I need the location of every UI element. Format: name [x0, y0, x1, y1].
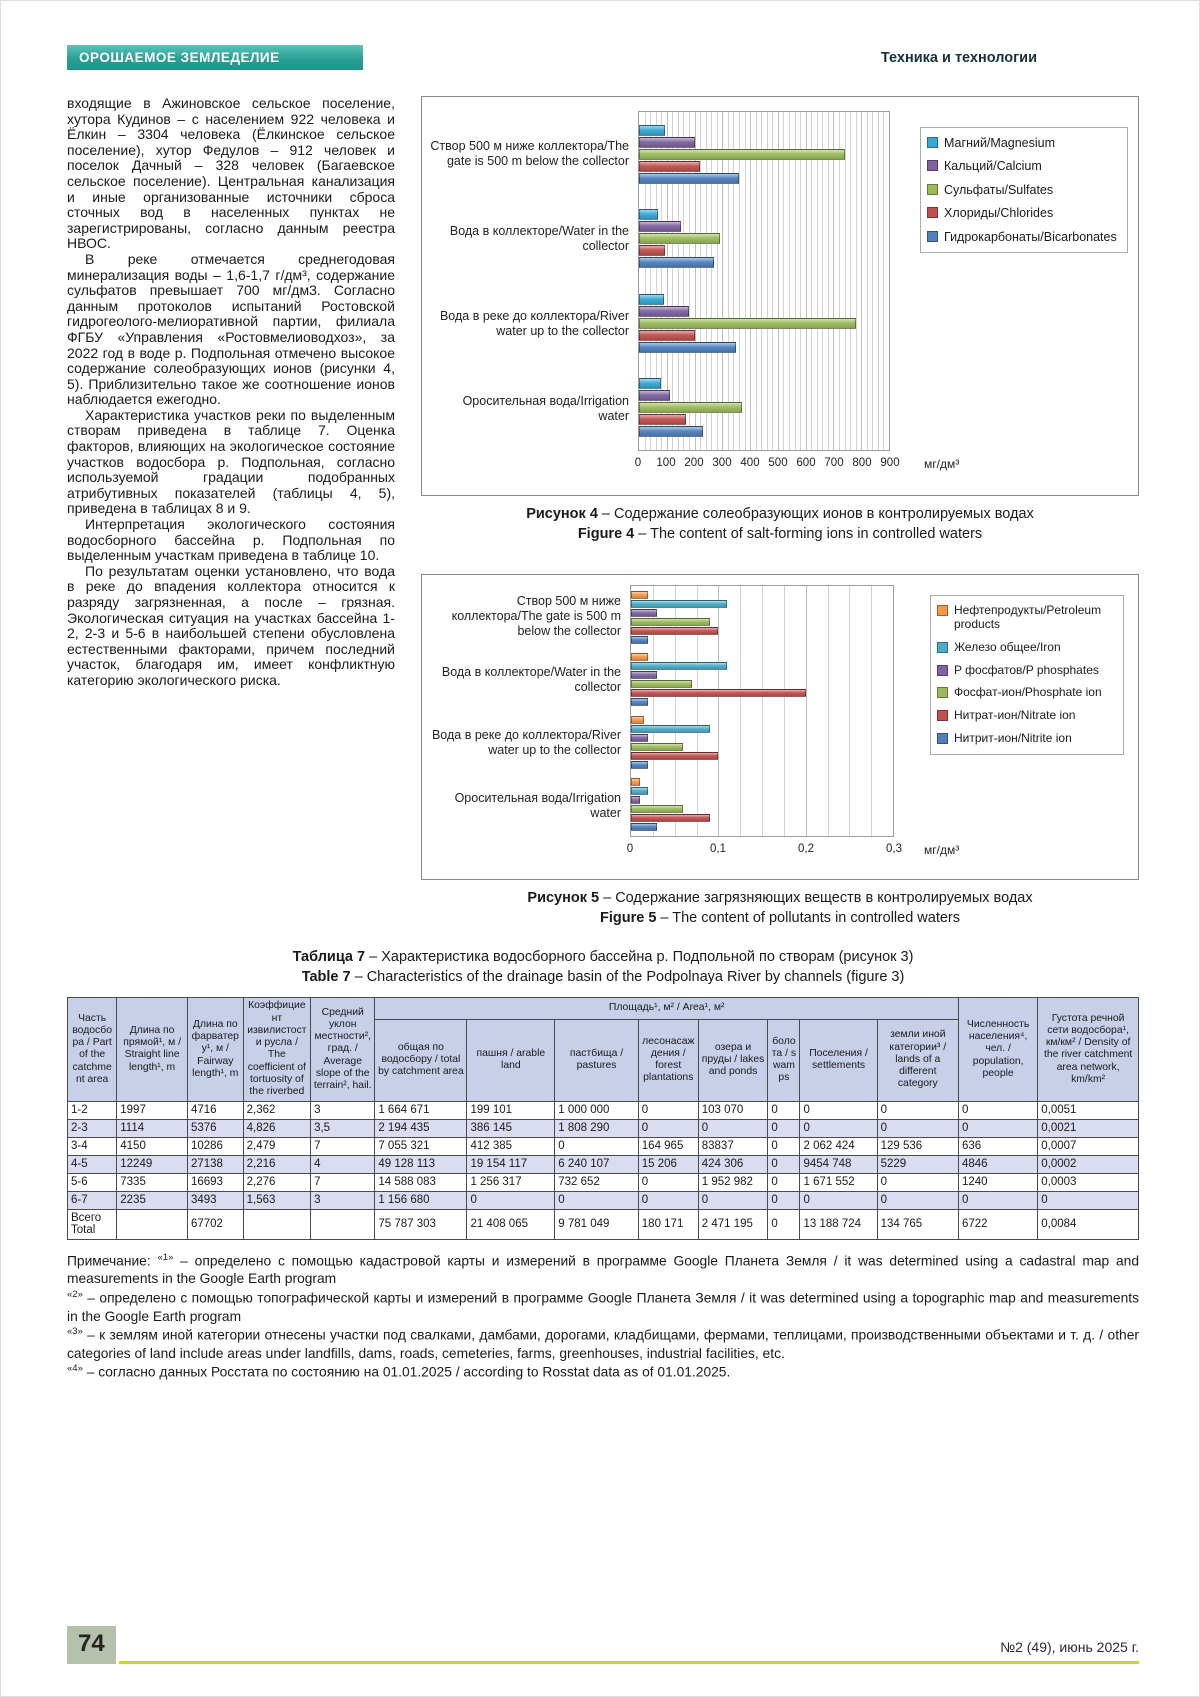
- note-line: [67, 1289, 1139, 1326]
- axis-unit-label: мг/дм³: [924, 843, 960, 858]
- caption-text: – The content of pollutants in controlled waters: [656, 909, 960, 926]
- table-cell: 7 055 321: [375, 1137, 467, 1155]
- table-cell: 164 965: [638, 1137, 698, 1155]
- bar: [639, 330, 695, 341]
- table-cell: 7335: [117, 1173, 188, 1191]
- bar-group: [639, 366, 889, 451]
- note-text: – согласно данных Росстата по состоянию на 01.01.2025 / according to Rosstat data as of 01.01.2025.: [82, 1364, 731, 1380]
- table-cell: 1 256 317: [467, 1173, 555, 1191]
- article-paragraph: Интерпретация экологического состояния водосборного бассейна р. Подпольная по выделенным участкам приведена в таблице 10.: [67, 516, 395, 564]
- category-label: Вода в реке до коллектора/River water up to the collector: [439, 308, 629, 338]
- table-cell: 0,0003: [1038, 1173, 1139, 1191]
- x-axis: [626, 841, 902, 857]
- plot-area: [638, 111, 890, 451]
- table-cell: [117, 1209, 188, 1239]
- bar: [631, 761, 648, 769]
- bar: [631, 716, 644, 724]
- category-label: Створ 500 м ниже коллектора/The gate is 500 m below the collector: [451, 594, 621, 639]
- legend-item: [937, 709, 1117, 723]
- plot-area: [630, 585, 894, 837]
- table-cell: 4150: [117, 1137, 188, 1155]
- bar: [639, 149, 845, 160]
- table-cell: 0: [555, 1137, 639, 1155]
- category-label: Створ 500 м ниже коллектора/The gate is 500 m below the collector: [430, 138, 629, 168]
- table-header-cell: Численность населения⁴, чел. / population, people: [958, 998, 1037, 1101]
- legend-label: Магний/Magnesium: [944, 136, 1056, 150]
- bar: [639, 161, 700, 172]
- bar: [631, 725, 710, 733]
- table-title-text: – Характеристика водосборного бассейна р. Подпольной по створам (рисунок 3): [365, 949, 914, 966]
- bar: [631, 698, 648, 706]
- table-cell: 2 062 424: [800, 1137, 877, 1155]
- bar: [631, 662, 727, 670]
- legend-swatch: [937, 733, 948, 744]
- table-label: Table 7: [301, 968, 351, 985]
- article-paragraph: По результатам оценки установлено, что вода в реке до впадения коллектора относится к разряду загрязненная, а после – грязная. Экологическая ситуация на участках бассейна 1-2, 2-3 и 5-6 в наибольшей степени обусловлена естественными факторами, причем последний участок, благодаря им, имеет конфликтную категорию экологического риска.: [67, 562, 395, 688]
- table-area-group-header: Площадь¹, м² / Area¹, м²: [375, 998, 959, 1019]
- table-cell: 0: [768, 1191, 800, 1209]
- table-cell: 0: [768, 1155, 800, 1173]
- table-cell: 636: [958, 1137, 1037, 1155]
- category-label: Вода в коллекторе/Water in the collector: [449, 223, 629, 253]
- table-header-cell: Коэффициент извилистости русла / The coefficient of tortuosity of the riverbed: [243, 998, 310, 1101]
- bar-group: [639, 112, 889, 197]
- table-cell: 180 171: [638, 1209, 698, 1239]
- legend-label: Железо общее/Iron: [954, 639, 1061, 654]
- legend-item: [937, 604, 1117, 632]
- table-cell: 3: [311, 1191, 375, 1209]
- x-tick-label: 0: [634, 457, 642, 469]
- table-cell: 1,563: [243, 1191, 310, 1209]
- table-cell: 2,216: [243, 1155, 310, 1173]
- table-cell: 0: [877, 1191, 958, 1209]
- table-cell: 83837: [698, 1137, 768, 1155]
- table-cell: 49 128 113: [375, 1155, 467, 1173]
- table-header-cell: Поселения / settlements: [800, 1019, 877, 1101]
- table-cell: 4716: [187, 1101, 243, 1119]
- table-cell: 4846: [958, 1155, 1037, 1173]
- table-row: [68, 1155, 1139, 1173]
- table-cell: 3493: [187, 1191, 243, 1209]
- table-cell: 0: [698, 1191, 768, 1209]
- category-label: Оросительная вода/Irrigation water: [462, 393, 629, 423]
- legend-item: [927, 183, 1121, 197]
- table-cell: 1 808 290: [555, 1119, 639, 1137]
- bar: [631, 752, 718, 760]
- x-tick-label: 700: [824, 457, 844, 469]
- table-cell: 732 652: [555, 1173, 639, 1191]
- table-cell: 2-3: [68, 1119, 117, 1137]
- table-7-title: [67, 948, 1139, 987]
- legend-swatch: [937, 642, 948, 653]
- bar: [639, 209, 658, 220]
- x-tick-label: 400: [740, 457, 760, 469]
- issue-info: №2 (49), июнь 2025 г.: [1000, 1639, 1139, 1655]
- x-tick-label: 100: [656, 457, 676, 469]
- bar: [631, 823, 657, 831]
- table-cell: 7: [311, 1173, 375, 1191]
- figure-label: Figure 5: [599, 909, 657, 926]
- figure-5-caption: [421, 889, 1139, 928]
- table-cell: 2,362: [243, 1101, 310, 1119]
- bar-group: [639, 197, 889, 282]
- table-cell: 16693: [187, 1173, 243, 1191]
- bar: [639, 306, 689, 317]
- article-paragraph: В реке отмечается среднегодовая минерализация воды – 1,6-1,7 г/дм³, содержание сульфатов превышает 700 мг/дм3. Согласно данным протоколов испытаний Ростовской гидрогеолого-мелиоративной партии, филиала ФГБУ «Управления «Ростовмелиоводхоз», за 2022 год в воде р. Подпольная отмечено высокое содержание солеобразующих ионов (рисунки 4, 5). Приблизительно такое же соотношение ионов наблюдается ежегодно.: [67, 250, 395, 408]
- table-row: [68, 1173, 1139, 1191]
- table-cell: 2 471 195: [698, 1209, 768, 1239]
- axis-unit-label: мг/дм³: [924, 457, 960, 471]
- x-tick-label: 0,1: [710, 843, 726, 856]
- table-cell: 1114: [117, 1119, 188, 1137]
- table-cell: 129 536: [877, 1137, 958, 1155]
- article-paragraph: входящие в Ажиновское сельское поселение, хутора Кудинов – с населением 922 человека и Ёлкин – 3304 человека (Ёлкинское сельское поселение), хутор Федулов – 912 человек и поселок Дачный – 328 человек (Багаевское сельское поселение). Центральная канализация и иные организованные источники сброса сточных вод в населенных пунктах не зарегистрированы, согласно данным реестра НВОС.: [67, 95, 395, 252]
- category-label: Вода в реке до коллектора/River water up to the collector: [431, 727, 621, 757]
- table-body: [68, 1101, 1139, 1239]
- note-marker: «4»: [67, 1363, 83, 1375]
- bar: [631, 609, 657, 617]
- bar: [639, 221, 681, 232]
- note-line: [67, 1326, 1139, 1363]
- bar: [631, 653, 648, 661]
- x-tick-label: 900: [880, 457, 900, 469]
- table-header-cell: Средний уклон местности², град. / Average slope of the terrain², hail.: [311, 998, 375, 1101]
- table-cell: 3-4: [68, 1137, 117, 1155]
- bar: [631, 680, 692, 688]
- legend-swatch: [927, 231, 938, 242]
- bar: [639, 233, 720, 244]
- bar: [631, 689, 806, 697]
- bar-group: [639, 281, 889, 366]
- table-header-cell: Часть водосбора / Part of the catchment area: [68, 998, 117, 1101]
- bar: [639, 342, 736, 353]
- table-cell: 0: [638, 1119, 698, 1137]
- legend-swatch: [927, 184, 938, 195]
- bar: [639, 390, 670, 401]
- table-cell: 5-6: [68, 1173, 117, 1191]
- legend-item: [927, 136, 1121, 150]
- table-cell: 1 664 671: [375, 1101, 467, 1119]
- table-header-cell: Длина по фарватеру¹, м / Fairway length¹, m: [187, 998, 243, 1101]
- bar: [639, 414, 686, 425]
- table-cell: 0: [768, 1119, 800, 1137]
- note-line: [67, 1363, 1139, 1382]
- table-header-cell: Длина по прямой¹, м / Straight line length¹, m: [117, 998, 188, 1101]
- table-cell: 21 408 065: [467, 1209, 555, 1239]
- table-cell: 12249: [117, 1155, 188, 1173]
- article-text-column: [67, 96, 395, 928]
- category-label: Вода в коллекторе/Water in the collector: [441, 664, 621, 694]
- bar: [639, 257, 714, 268]
- bar-group: [631, 711, 893, 774]
- table-cell: 0: [877, 1119, 958, 1137]
- bar: [639, 402, 742, 413]
- legend-label: P фосфатов/P phosphates: [954, 662, 1099, 677]
- bar: [631, 787, 648, 795]
- table-cell: 2,276: [243, 1173, 310, 1191]
- table-notes: [67, 1252, 1139, 1383]
- table-cell: [311, 1209, 375, 1239]
- table-header-cell: лесонасаждения / forest plantations: [638, 1019, 698, 1101]
- table-cell: 134 765: [877, 1209, 958, 1239]
- content-columns: [67, 96, 1139, 928]
- figure-5-chart: [421, 574, 1139, 880]
- table-cell: 67702: [187, 1209, 243, 1239]
- legend-swatch: [937, 710, 948, 721]
- table-cell: 27138: [187, 1155, 243, 1173]
- page-number: 74: [67, 1626, 116, 1664]
- legend-item: [937, 641, 1117, 655]
- table-cell: 3,5: [311, 1119, 375, 1137]
- table-header-cell: озера и пруды / lakes and ponds: [698, 1019, 768, 1101]
- table-cell: 2 194 435: [375, 1119, 467, 1137]
- table-header-cell: пастбища / pastures: [555, 1019, 639, 1101]
- table-cell: 0: [768, 1137, 800, 1155]
- table-cell: 1-2: [68, 1101, 117, 1119]
- table-cell: 5376: [187, 1119, 243, 1137]
- note-line: Примечание: $^{«1»}$ – определено с помощью кадастровой карты и измерений в программе Google Планета Земля / it was determined using a cadastral map and measurements in the Google Earth program: [67, 1251, 1139, 1287]
- legend-label: Хлориды/Chlorides: [944, 206, 1054, 221]
- table-cell: 0: [467, 1191, 555, 1209]
- legend-item: [927, 159, 1121, 173]
- table-cell: 0: [800, 1119, 877, 1137]
- category-labels: [430, 585, 628, 837]
- table-cell: 10286: [187, 1137, 243, 1155]
- table-header-cell: общая по водосбору / total by catchment area: [375, 1019, 467, 1101]
- legend: [920, 127, 1128, 253]
- table-cell: 4,826: [243, 1119, 310, 1137]
- legend-item: [937, 732, 1117, 746]
- legend-label: Кальций/Calcium: [944, 159, 1042, 174]
- bar: [639, 426, 703, 437]
- table-cell: 0: [698, 1119, 768, 1137]
- figure-label: Рисунок 4: [526, 506, 598, 522]
- legend-label: Гидрокарбонаты/Bicarbonates: [944, 229, 1117, 244]
- table-7: [67, 997, 1139, 1239]
- table-cell: 5229: [877, 1155, 958, 1173]
- table-cell: 0,0021: [1038, 1119, 1139, 1137]
- bar: [631, 778, 640, 786]
- x-tick-label: 0,3: [886, 843, 902, 856]
- section-title: Техника и технологии: [880, 49, 1037, 66]
- bar: [639, 245, 665, 256]
- table-cell: 103 070: [698, 1101, 768, 1119]
- x-tick-label: 0: [626, 843, 634, 856]
- legend-label: Сульфаты/Sulfates: [944, 182, 1054, 197]
- table-cell: 6-7: [68, 1191, 117, 1209]
- figure-label: Figure 4: [577, 525, 635, 542]
- bar-group: [631, 774, 893, 837]
- table-cell: 0,0002: [1038, 1155, 1139, 1173]
- article-paragraph: Характеристика участков реки по выделенным створам приведена в таблице 7. Оценка факторов, влияющих на экологическое состояние участков водосбора р. Подпольная, согласно используемой градации подобранных атрибутивных показателей (таблицы 4, 5), приведена в таблицах 8 и 9.: [67, 406, 395, 517]
- legend-swatch: [927, 137, 938, 148]
- table-cell: 1240: [958, 1173, 1037, 1191]
- table-label: Таблица 7: [292, 949, 366, 966]
- table-cell: 0: [768, 1173, 800, 1191]
- legend-label: Нитрат-ион/Nitrate ion: [954, 708, 1076, 723]
- bar: [631, 805, 683, 813]
- table-cell: 6722: [958, 1209, 1037, 1239]
- caption-text: – The content of salt-forming ions in controlled waters: [634, 525, 983, 542]
- table-cell: 0: [638, 1173, 698, 1191]
- bar: [631, 600, 727, 608]
- bar: [631, 671, 657, 679]
- table-header-cell: земли иной категории³ / lands of a different category: [877, 1019, 958, 1101]
- page-header: [67, 45, 1139, 70]
- table-header-cell: Густота речной сети водосбора¹, км/км² / Density of the river catchment area network, km/km²: [1038, 998, 1139, 1101]
- table-cell: 1 156 680: [375, 1191, 467, 1209]
- caption-text: – Содержание загрязняющих веществ в контролируемых водах: [599, 890, 1033, 907]
- bar: [639, 125, 665, 136]
- table-cell: 3: [311, 1101, 375, 1119]
- figures-column: [421, 96, 1139, 928]
- category-labels: [430, 111, 636, 451]
- bar: [639, 318, 856, 329]
- legend-item: [927, 230, 1121, 244]
- x-tick-label: 300: [712, 457, 732, 469]
- table-head: [68, 998, 1139, 1101]
- note-text: – к землям иной категории отнесены участки под свалками, дамбами, дорогами, кладбищами, фермами, теплицами, производственными объектами и т. д. / other categories of land include areas under landfills, dams, roads, cemeteries, farms, greenhouses, industrial facilities, etc.: [67, 1327, 1139, 1361]
- legend-label: Нитрит-ион/Nitrite ion: [954, 730, 1072, 745]
- legend-label: Фосфат-ион/Phosphate ion: [954, 685, 1102, 700]
- bar: [639, 294, 664, 305]
- table-cell: 0: [768, 1209, 800, 1239]
- table-row: [68, 1191, 1139, 1209]
- figure-4-caption: [421, 505, 1139, 544]
- legend-item: [937, 686, 1117, 700]
- table-cell: 0: [958, 1119, 1037, 1137]
- table-header-cell: болота / swamps: [768, 1019, 800, 1101]
- bar: [639, 378, 661, 389]
- table-cell: 0: [638, 1191, 698, 1209]
- table-cell: 0: [768, 1101, 800, 1119]
- x-tick-label: 500: [768, 457, 788, 469]
- table-cell: 0: [877, 1173, 958, 1191]
- table-row: [68, 1101, 1139, 1119]
- bar: [639, 137, 695, 148]
- table-cell: 13 188 724: [800, 1209, 877, 1239]
- table-cell: 1997: [117, 1101, 188, 1119]
- table-cell: 0: [958, 1191, 1037, 1209]
- legend-swatch: [927, 160, 938, 171]
- table-cell: 0: [877, 1101, 958, 1119]
- table-row: [68, 1209, 1139, 1239]
- bar: [631, 618, 710, 626]
- table-cell: [243, 1209, 310, 1239]
- figure-label: Рисунок 5: [527, 890, 600, 907]
- legend-item: [927, 206, 1121, 220]
- table-cell: 0,0007: [1038, 1137, 1139, 1155]
- table-cell: 0: [638, 1101, 698, 1119]
- x-tick-label: 600: [796, 457, 816, 469]
- category-label: Оросительная вода/Irrigation water: [454, 790, 621, 820]
- table-cell: 424 306: [698, 1155, 768, 1173]
- bar: [631, 796, 640, 804]
- table-cell: 9454 748: [800, 1155, 877, 1173]
- journal-title-badge: ОРОШАЕМОЕ ЗЕМЛЕДЕЛИЕ: [67, 45, 363, 70]
- bar: [631, 627, 718, 635]
- x-axis: [634, 455, 900, 471]
- table-cell: Всего Total: [68, 1209, 117, 1239]
- bar-group: [631, 586, 893, 649]
- legend-label: Нефтепродукты/Petroleum products: [954, 603, 1102, 631]
- legend-swatch: [937, 665, 948, 676]
- table-cell: 75 787 303: [375, 1209, 467, 1239]
- legend: [930, 595, 1124, 755]
- legend-swatch: [927, 207, 938, 218]
- x-tick-label: 200: [684, 457, 704, 469]
- figure-4-chart: [421, 96, 1139, 496]
- footer-rule: [119, 1639, 1139, 1664]
- bar: [639, 173, 739, 184]
- bar: [631, 814, 710, 822]
- bar-group: [631, 649, 893, 712]
- bar: [631, 636, 648, 644]
- table-header-cell: пашня / arable land: [467, 1019, 555, 1101]
- table-cell: 0: [958, 1101, 1037, 1119]
- table-cell: 1 671 552: [800, 1173, 877, 1191]
- table-cell: 0: [800, 1101, 877, 1119]
- legend-swatch: [937, 687, 948, 698]
- table-cell: 1 000 000: [555, 1101, 639, 1119]
- caption-text: – Содержание солеобразующих ионов в контролируемых водах: [597, 506, 1034, 522]
- table-cell: 412 385: [467, 1137, 555, 1155]
- table-cell: 7: [311, 1137, 375, 1155]
- legend-swatch: [937, 605, 948, 616]
- note-marker: «2»: [67, 1288, 83, 1300]
- table-row: [68, 1137, 1139, 1155]
- table-row: [68, 1119, 1139, 1137]
- table-cell: 14 588 083: [375, 1173, 467, 1191]
- note-text: – определено с помощью топографической карты и измерений в программе Google Планета Земля / it was determined using a topographic map and measurements in the Google Earth program: [67, 1290, 1139, 1324]
- table-cell: 9 781 049: [555, 1209, 639, 1239]
- page-footer: [67, 1626, 1139, 1664]
- table-cell: 0,0051: [1038, 1101, 1139, 1119]
- table-cell: 2,479: [243, 1137, 310, 1155]
- note-text: – определено с помощью кадастровой карты и измерений в программе Google Планета Земля / it was determined using a cadastral map and measurements in the Google Earth program: [67, 1253, 1139, 1287]
- table-cell: 4: [311, 1155, 375, 1173]
- x-tick-label: 0,2: [798, 843, 814, 856]
- table-cell: 0: [800, 1191, 877, 1209]
- bar: [631, 743, 683, 751]
- x-tick-label: 800: [852, 457, 872, 469]
- table-cell: 19 154 117: [467, 1155, 555, 1173]
- table-title-text: – Characteristics of the drainage basin of the Podpolnaya River by channels (figure 3): [350, 968, 905, 985]
- legend-item: [937, 664, 1117, 678]
- table-cell: 4-5: [68, 1155, 117, 1173]
- table-cell: 0: [555, 1191, 639, 1209]
- note-marker: «3»: [67, 1326, 83, 1338]
- table-cell: 15 206: [638, 1155, 698, 1173]
- table-cell: 1 952 982: [698, 1173, 768, 1191]
- table-cell: 386 145: [467, 1119, 555, 1137]
- bar: [631, 591, 648, 599]
- table-cell: 6 240 107: [555, 1155, 639, 1173]
- note-marker: «1»: [157, 1251, 174, 1263]
- table-cell: 2235: [117, 1191, 188, 1209]
- table-cell: 0,0084: [1038, 1209, 1139, 1239]
- table-cell: 0: [1038, 1191, 1139, 1209]
- bar: [631, 734, 648, 742]
- table-cell: 199 101: [467, 1101, 555, 1119]
